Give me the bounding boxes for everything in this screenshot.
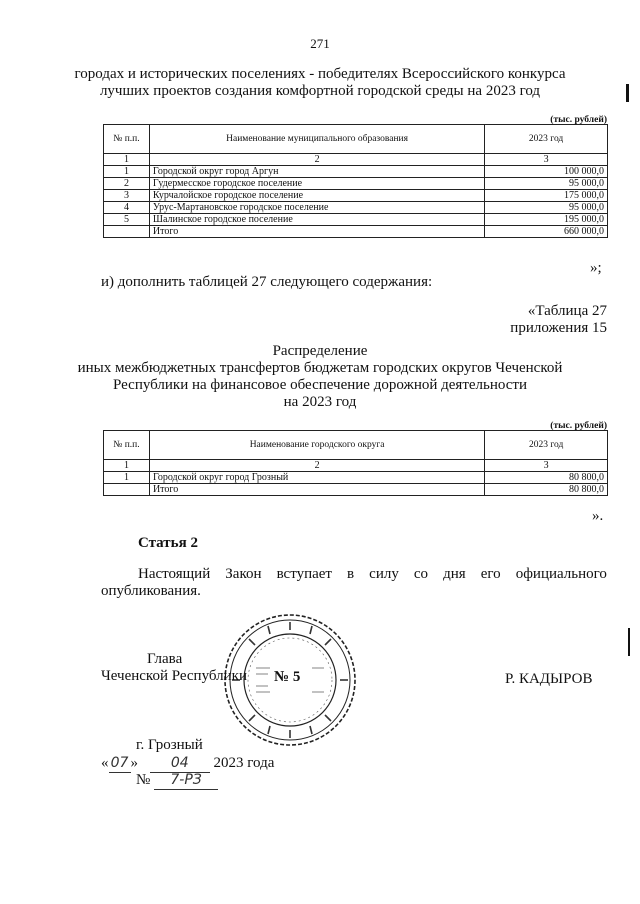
signatory-name: Р. КАДЫРОВ [505,671,593,687]
number-value: 7-РЗ [154,772,218,790]
table2-title-line2: иных межбюджетных трансфертов бюджетам городских округов Чеченской [77,360,563,376]
table2-caption-line2: приложения 15 [510,320,607,336]
row-value: 175 000,0 [485,190,608,202]
row-value: 95 000,0 [485,178,608,190]
table2-caption [400,303,607,337]
table1-colnum-row [104,154,608,166]
table-row [104,166,608,178]
table-row [104,202,608,214]
article-text-line1 [138,566,607,583]
table2-caption-line1: «Таблица 27 [527,303,607,319]
row-value: 195 000,0 [485,214,608,226]
table2-colnum: 3 [485,460,608,472]
article-word: Закон [225,566,262,582]
total-empty-cell [104,226,150,238]
row-name: Урус-Мартановское городское поселение [149,202,484,214]
date-day: 07 [109,755,131,773]
table2-header-year: 2023 год [485,431,608,460]
row-name: Курчалойское городское поселение [149,190,484,202]
table2-colnum-row [104,460,608,472]
table2-title-line4: на 2023 год [283,394,357,410]
article-word: вступает [276,566,332,582]
row-num: 1 [104,472,150,484]
date-year: 2023 года [213,755,275,771]
table1-colnum: 2 [149,154,484,166]
row-name: Гудермесское городское поселение [149,178,484,190]
row-num: 2 [104,178,150,190]
table2-header-name: Наименование городского округа [149,431,484,460]
row-value: 95 000,0 [485,202,608,214]
date-open-quote: « [101,755,109,771]
article-word: со [413,566,429,582]
table1-header-row [104,125,608,154]
article-word: силу [369,566,399,582]
article-word: в [347,566,355,582]
table2-header-row [104,431,608,460]
signature-title-line1: Глава [147,651,183,667]
table-row [104,178,608,190]
row-name: Городской округ город Аргун [149,166,484,178]
article-word: дня [443,566,466,582]
date-month: 04 [150,755,210,773]
table2-title-line1: Распределение [272,343,368,359]
table1-colnum: 1 [104,154,150,166]
table2-title-line3: Республики на финансовое обеспечение дорожной деятельности [112,377,528,393]
table2 [103,430,608,496]
article-word: его [480,566,501,582]
amendment-text: и) дополнить таблицей 27 следующего содержания: [101,274,433,290]
row-name: Шалинское городское поселение [149,214,484,226]
footer-number [136,772,218,790]
row-value: 80 800,0 [485,472,608,484]
table1-header-name: Наименование муниципального образования [149,125,484,154]
footer-date [101,755,274,773]
table-row [104,190,608,202]
row-num: 4 [104,202,150,214]
table1-total-row [104,226,608,238]
table1-colnum: 3 [485,154,608,166]
row-num: 1 [104,166,150,178]
article-word: Настоящий [138,566,211,582]
number-label: № [136,772,151,788]
total-label: Итого [149,226,484,238]
date-close-quote: » [130,755,138,771]
signature-title [101,651,247,685]
article-heading: Статья 2 [138,535,198,551]
table1-header-num: № п.п. [104,125,150,154]
table2-unit: (тыс. рублей) [550,421,607,431]
scan-margin-mark [626,84,629,102]
table1-title-line2: лучших проектов создания комфортной городской среды на 2023 год [99,83,541,99]
total-empty-cell [104,484,150,496]
table2-colnum: 1 [104,460,150,472]
table-row [104,472,608,484]
page-number: 271 [310,36,330,51]
table2-colnum: 2 [149,460,484,472]
total-value: 660 000,0 [485,226,608,238]
table2-header-num: № п.п. [104,431,150,460]
row-name: Городской округ город Грозный [149,472,484,484]
scan-margin-mark [628,628,630,656]
table1-header-year: 2023 год [485,125,608,154]
row-value: 100 000,0 [485,166,608,178]
table1 [103,124,608,238]
table2-total-row [104,484,608,496]
table2-closing: ». [592,508,604,524]
signature-title-line2: Чеченской Республики [101,668,247,684]
total-label: Итого [149,484,484,496]
table1-closing: »; [590,260,602,276]
article-word: официального [515,566,607,582]
table1-unit: (тыс. рублей) [550,115,607,125]
total-value: 80 800,0 [485,484,608,496]
row-num: 5 [104,214,150,226]
table1-title [60,66,580,100]
table2-title [60,343,580,411]
row-num: 3 [104,190,150,202]
footer-city: г. Грозный [136,737,203,753]
stamp-number: № 5 [274,669,301,685]
table1-title-line1: городах и исторических поселениях - победителях Всероссийского конкурса [74,66,566,82]
article-text-line2: опубликования. [101,583,201,599]
table-row [104,214,608,226]
